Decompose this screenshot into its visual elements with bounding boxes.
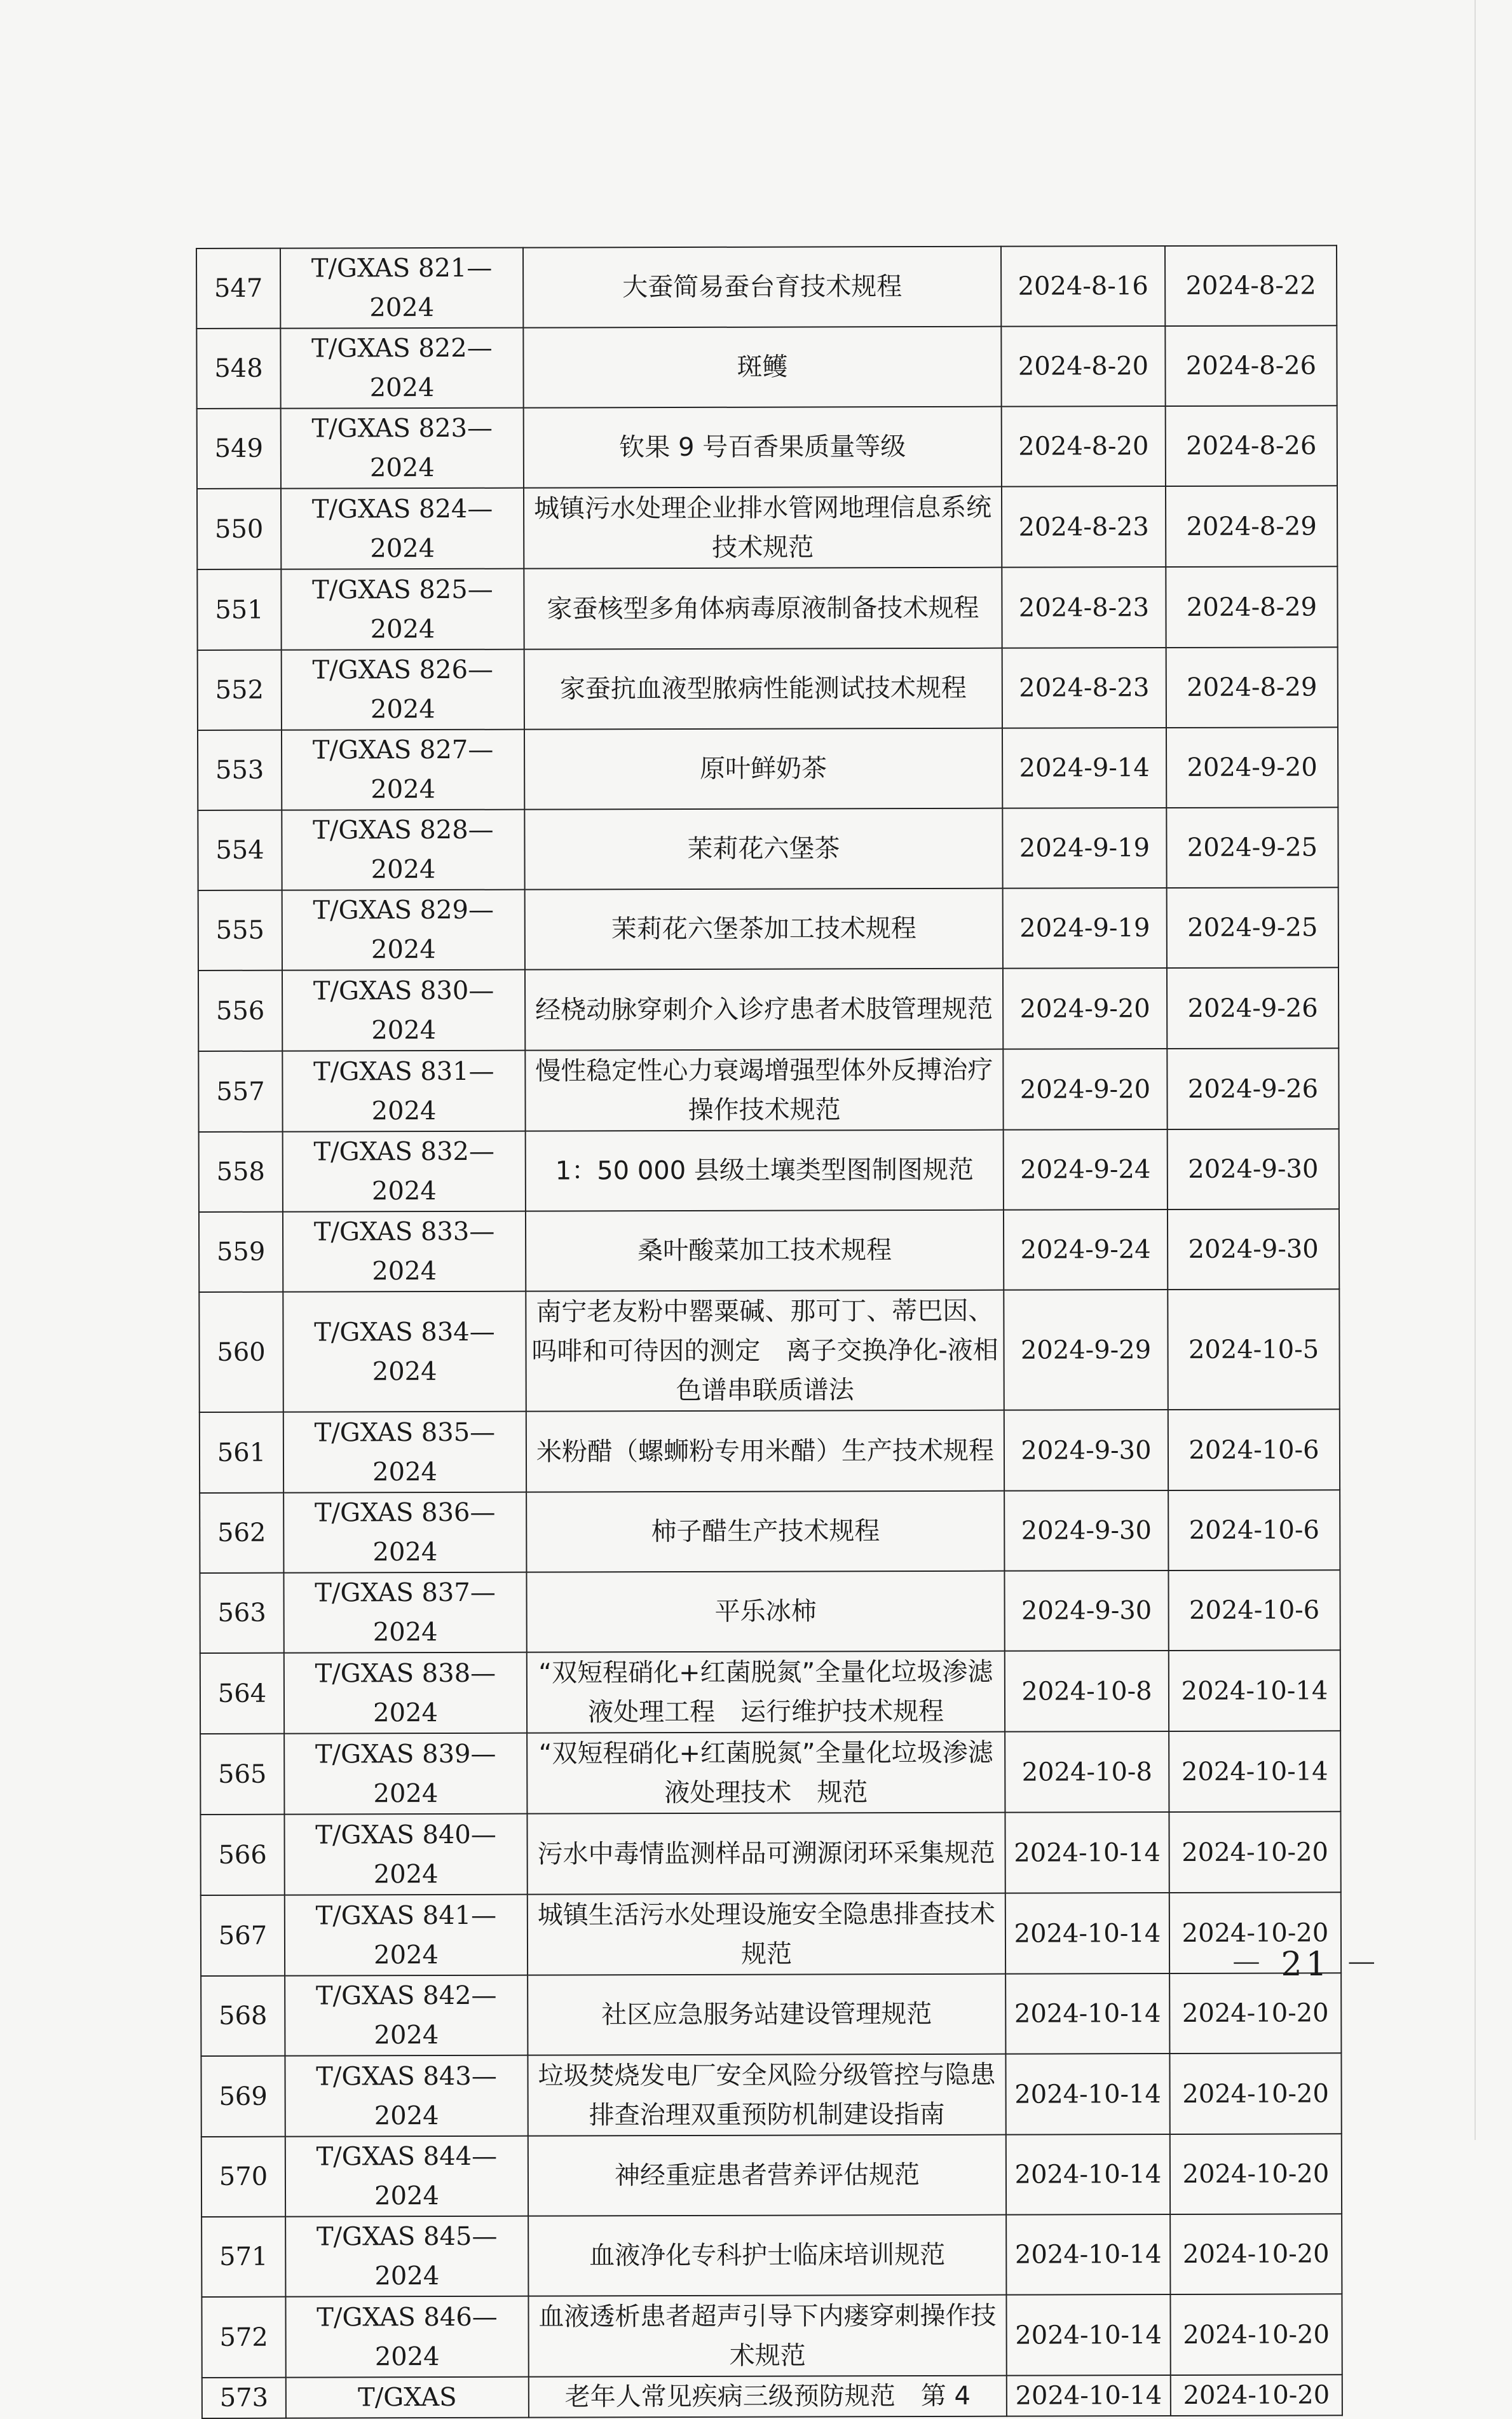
publish-date-cell: 2024-10-14 (1006, 2134, 1170, 2215)
row-number-cell: 557 (198, 1051, 282, 1132)
publish-date-cell: 2024-8-20 (1001, 326, 1165, 407)
standard-title-cell: 社区应急服务站建设管理规范 (528, 1974, 1005, 2055)
row-number-cell: 548 (196, 329, 280, 409)
table-row (200, 1570, 1340, 1653)
implement-date-cell: 2024-9-20 (1166, 727, 1338, 808)
publish-date-cell: 2024-9-30 (1004, 1410, 1168, 1491)
standard-code-cell: T/GXAS 823—2024 (281, 408, 524, 489)
row-number-cell: 555 (198, 890, 282, 971)
row-number-cell: 558 (199, 1132, 283, 1212)
standard-title-cell: 南宁老友粉中罂粟碱、那可丁、蒂巴因、吗啡和可待因的测定 离子交换净化-液相色谱串联质谱法 (526, 1290, 1004, 1412)
implement-date-cell: 2024-8-26 (1166, 405, 1337, 486)
publish-date-cell: 2024-9-24 (1004, 1210, 1168, 1290)
row-number-cell: 569 (201, 2056, 285, 2137)
row-number-cell: 549 (197, 409, 281, 489)
standard-code-cell: T/GXAS 822—2024 (280, 328, 523, 409)
implement-date-cell: 2024-8-29 (1166, 647, 1338, 728)
standard-title-cell: 城镇生活污水处理设施安全隐患排查技术规范 (528, 1893, 1005, 1975)
standard-title-cell: 血液透析患者超声引导下内瘘穿刺操作技术规范 (528, 2295, 1006, 2377)
publish-date-cell: 2024-9-14 (1002, 728, 1166, 808)
publish-date-cell: 2024-9-20 (1003, 968, 1167, 1049)
page-number: － 21 － (1230, 1945, 1382, 1984)
table-row (201, 1892, 1341, 1976)
publish-date-cell: 2024-8-23 (1002, 486, 1166, 568)
standard-title-cell: 城镇污水处理企业排水管网地理信息系统技术规范 (524, 487, 1002, 569)
implement-date-cell: 2024-8-22 (1165, 245, 1337, 326)
table-row (200, 1731, 1340, 1815)
row-number-cell: 567 (201, 1895, 285, 1976)
scan-fold-line (1475, 0, 1476, 2140)
standard-title-cell: 血液净化专科护士临床培训规范 (528, 2215, 1006, 2296)
row-number-cell: 547 (196, 249, 280, 329)
standard-title-cell: 垃圾焚烧发电厂安全风险分级管控与隐患排查治理双重预防机制建设指南 (528, 2054, 1005, 2136)
publish-date-cell: 2024-10-14 (1007, 2375, 1171, 2416)
implement-date-cell: 2024-10-14 (1169, 1650, 1340, 1731)
row-number-cell: 568 (201, 1976, 285, 2056)
publish-date-cell: 2024-8-16 (1001, 246, 1165, 327)
standard-title-cell: 大蚕简易蚕台育技术规程 (523, 247, 1001, 328)
standard-title-cell: 神经重症患者营养评估规范 (528, 2135, 1006, 2216)
standard-title-cell: 茉莉花六堡茶 (524, 808, 1002, 890)
row-number-cell: 556 (198, 971, 282, 1051)
row-number-cell: 559 (199, 1212, 283, 1292)
publish-date-cell: 2024-9-29 (1004, 1290, 1168, 1410)
standard-code-cell: T/GXAS 834—2024 (283, 1291, 526, 1412)
standards-table-body (196, 245, 1342, 2418)
table-row (196, 325, 1337, 409)
implement-date-cell: 2024-10-20 (1170, 2214, 1342, 2294)
standard-title-cell: 钦果 9 号百香果质量等级 (524, 407, 1002, 488)
implement-date-cell: 2024-8-29 (1166, 486, 1337, 567)
standard-code-cell: T/GXAS 830—2024 (282, 970, 525, 1051)
publish-date-cell: 2024-10-14 (1005, 1973, 1169, 2054)
table-row (198, 1048, 1338, 1132)
standard-title-cell: 老年人常见疾病三级预防规范 第 4 (529, 2376, 1007, 2418)
table-row (200, 1490, 1340, 1573)
implement-date-cell: 2024-10-20 (1171, 2375, 1342, 2416)
standard-code-cell: T/GXAS 846—2024 (285, 2296, 528, 2378)
standard-code-cell: T/GXAS 829—2024 (282, 890, 525, 971)
standard-code-cell: T/GXAS 844—2024 (285, 2136, 528, 2217)
implement-date-cell: 2024-10-20 (1169, 2053, 1341, 2134)
standard-code-cell: T/GXAS 838—2024 (284, 1652, 527, 1734)
publish-date-cell: 2024-8-23 (1002, 648, 1166, 728)
standard-code-cell: T/GXAS 821—2024 (280, 248, 523, 329)
implement-date-cell: 2024-10-20 (1169, 1811, 1340, 1893)
publish-date-cell: 2024-8-20 (1002, 406, 1166, 487)
publish-date-cell: 2024-10-14 (1005, 1893, 1169, 1974)
row-number-cell: 563 (200, 1573, 283, 1653)
implement-date-cell: 2024-10-14 (1169, 1731, 1340, 1812)
standard-code-cell: T/GXAS 841—2024 (285, 1895, 528, 1976)
implement-date-cell: 2024-10-20 (1169, 1973, 1341, 2054)
table-row (198, 967, 1338, 1051)
implement-date-cell: 2024-8-29 (1166, 566, 1337, 648)
table-row (197, 486, 1337, 569)
row-number-cell: 571 (201, 2217, 285, 2297)
publish-date-cell: 2024-9-30 (1004, 1490, 1168, 1571)
implement-date-cell: 2024-10-6 (1168, 1490, 1340, 1571)
standard-code-cell: T/GXAS 837—2024 (283, 1572, 526, 1653)
standard-title-cell: 桑叶酸菜加工技术规程 (526, 1210, 1004, 1291)
standard-title-cell: 1：50 000 县级土壤类型图制图规范 (526, 1130, 1004, 1211)
standard-code-cell: T/GXAS (286, 2377, 529, 2418)
table-row (200, 1650, 1340, 1734)
table-row (200, 1409, 1340, 1493)
row-number-cell: 565 (200, 1734, 284, 1815)
table-row (197, 566, 1337, 650)
standard-title-cell: 经桡动脉穿刺介入诊疗患者术肢管理规范 (525, 969, 1003, 1051)
row-number-cell: 566 (200, 1815, 284, 1895)
standard-code-cell: T/GXAS 827—2024 (282, 730, 524, 810)
publish-date-cell: 2024-9-30 (1004, 1571, 1168, 1651)
implement-date-cell: 2024-9-25 (1166, 807, 1338, 888)
publish-date-cell: 2024-9-19 (1003, 888, 1167, 969)
standard-code-cell: T/GXAS 839—2024 (284, 1733, 527, 1815)
table-row (201, 1973, 1341, 2056)
implement-date-cell: 2024-10-20 (1170, 2134, 1342, 2214)
table-row (198, 887, 1338, 971)
standard-code-cell: T/GXAS 832—2024 (283, 1131, 526, 1212)
publish-date-cell: 2024-8-23 (1002, 567, 1166, 648)
implement-date-cell: 2024-10-20 (1170, 2294, 1342, 2375)
standard-title-cell: 斑鳠 (523, 327, 1001, 408)
publish-date-cell: 2024-10-14 (1006, 2214, 1170, 2295)
standard-title-cell: 家蚕抗血液型脓病性能测试技术规程 (524, 648, 1002, 730)
standard-title-cell: 家蚕核型多角体病毒原液制备技术规程 (524, 568, 1002, 650)
row-number-cell: 572 (201, 2297, 285, 2378)
publish-date-cell: 2024-10-8 (1005, 1731, 1169, 1813)
row-number-cell: 560 (199, 1292, 283, 1412)
standard-code-cell: T/GXAS 826—2024 (282, 650, 524, 730)
row-number-cell: 573 (202, 2378, 286, 2418)
implement-date-cell: 2024-10-5 (1168, 1289, 1339, 1410)
publish-date-cell: 2024-10-14 (1005, 1812, 1169, 1893)
table-row (202, 2375, 1342, 2418)
standard-code-cell: T/GXAS 828—2024 (282, 810, 524, 890)
standard-code-cell: T/GXAS 845—2024 (285, 2216, 528, 2297)
standard-title-cell: “双短程硝化+红菌脱氮”全量化垃圾渗滤液处理技术 规范 (527, 1732, 1005, 1814)
table-row (199, 1129, 1339, 1212)
publish-date-cell: 2024-10-14 (1006, 2294, 1170, 2376)
standard-code-cell: T/GXAS 836—2024 (283, 1492, 526, 1573)
row-number-cell: 552 (198, 650, 282, 730)
implement-date-cell: 2024-9-30 (1168, 1129, 1339, 1210)
row-number-cell: 554 (198, 810, 282, 890)
standard-title-cell: 茉莉花六堡茶加工技术规程 (525, 889, 1003, 970)
standard-title-cell: 米粉醋（螺蛳粉专用米醋）生产技术规程 (526, 1410, 1004, 1492)
implement-date-cell: 2024-10-6 (1168, 1409, 1340, 1490)
table-row (198, 807, 1338, 890)
standard-title-cell: 原叶鲜奶茶 (524, 728, 1002, 810)
row-number-cell: 551 (197, 569, 281, 650)
standard-title-cell: 柿子醋生产技术规程 (526, 1491, 1004, 1572)
standard-code-cell: T/GXAS 824—2024 (281, 488, 524, 569)
table-row (198, 727, 1338, 810)
standard-title-cell: 污水中毒情监测样品可溯源闭环采集规范 (527, 1813, 1005, 1895)
table-row (199, 1209, 1339, 1292)
implement-date-cell: 2024-10-20 (1169, 1892, 1341, 1973)
implement-date-cell: 2024-9-26 (1167, 967, 1338, 1049)
table-row (201, 2214, 1342, 2297)
standard-code-cell: T/GXAS 831—2024 (282, 1051, 525, 1132)
standard-code-cell: T/GXAS 842—2024 (285, 1975, 528, 2056)
standard-code-cell: T/GXAS 840—2024 (284, 1814, 527, 1895)
standard-code-cell: T/GXAS 833—2024 (283, 1211, 526, 1292)
table-row (201, 2294, 1342, 2378)
table-row (197, 405, 1337, 489)
table-row (201, 2134, 1342, 2217)
table-row (196, 245, 1337, 329)
row-number-cell: 564 (200, 1653, 284, 1734)
table-row (200, 1811, 1340, 1895)
publish-date-cell: 2024-9-24 (1004, 1129, 1168, 1210)
publish-date-cell: 2024-10-14 (1005, 2054, 1169, 2135)
publish-date-cell: 2024-9-19 (1002, 808, 1166, 889)
standard-code-cell: T/GXAS 825—2024 (281, 569, 524, 650)
table-row (198, 647, 1338, 730)
table-row (199, 1289, 1339, 1412)
publish-date-cell: 2024-9-20 (1003, 1049, 1167, 1130)
implement-date-cell: 2024-8-26 (1165, 325, 1337, 406)
standard-title-cell: 平乐冰柿 (526, 1571, 1004, 1652)
table-row (201, 2053, 1341, 2137)
row-number-cell: 550 (197, 489, 281, 569)
implement-date-cell: 2024-9-26 (1167, 1048, 1338, 1129)
row-number-cell: 561 (200, 1412, 283, 1493)
row-number-cell: 553 (198, 730, 282, 810)
standard-title-cell: “双短程硝化+红菌脱氮”全量化垃圾渗滤液处理工程 运行维护技术规程 (527, 1651, 1005, 1733)
row-number-cell: 570 (201, 2137, 285, 2217)
standard-code-cell: T/GXAS 843—2024 (285, 2055, 528, 2137)
implement-date-cell: 2024-10-6 (1168, 1570, 1340, 1651)
standard-title-cell: 慢性稳定性心力衰竭增强型体外反搏治疗操作技术规范 (525, 1049, 1003, 1131)
standards-table (196, 245, 1343, 2419)
row-number-cell: 562 (200, 1493, 283, 1573)
standard-code-cell: T/GXAS 835—2024 (283, 1412, 526, 1493)
implement-date-cell: 2024-9-25 (1167, 887, 1338, 968)
implement-date-cell: 2024-9-30 (1168, 1209, 1339, 1290)
publish-date-cell: 2024-10-8 (1005, 1651, 1169, 1732)
